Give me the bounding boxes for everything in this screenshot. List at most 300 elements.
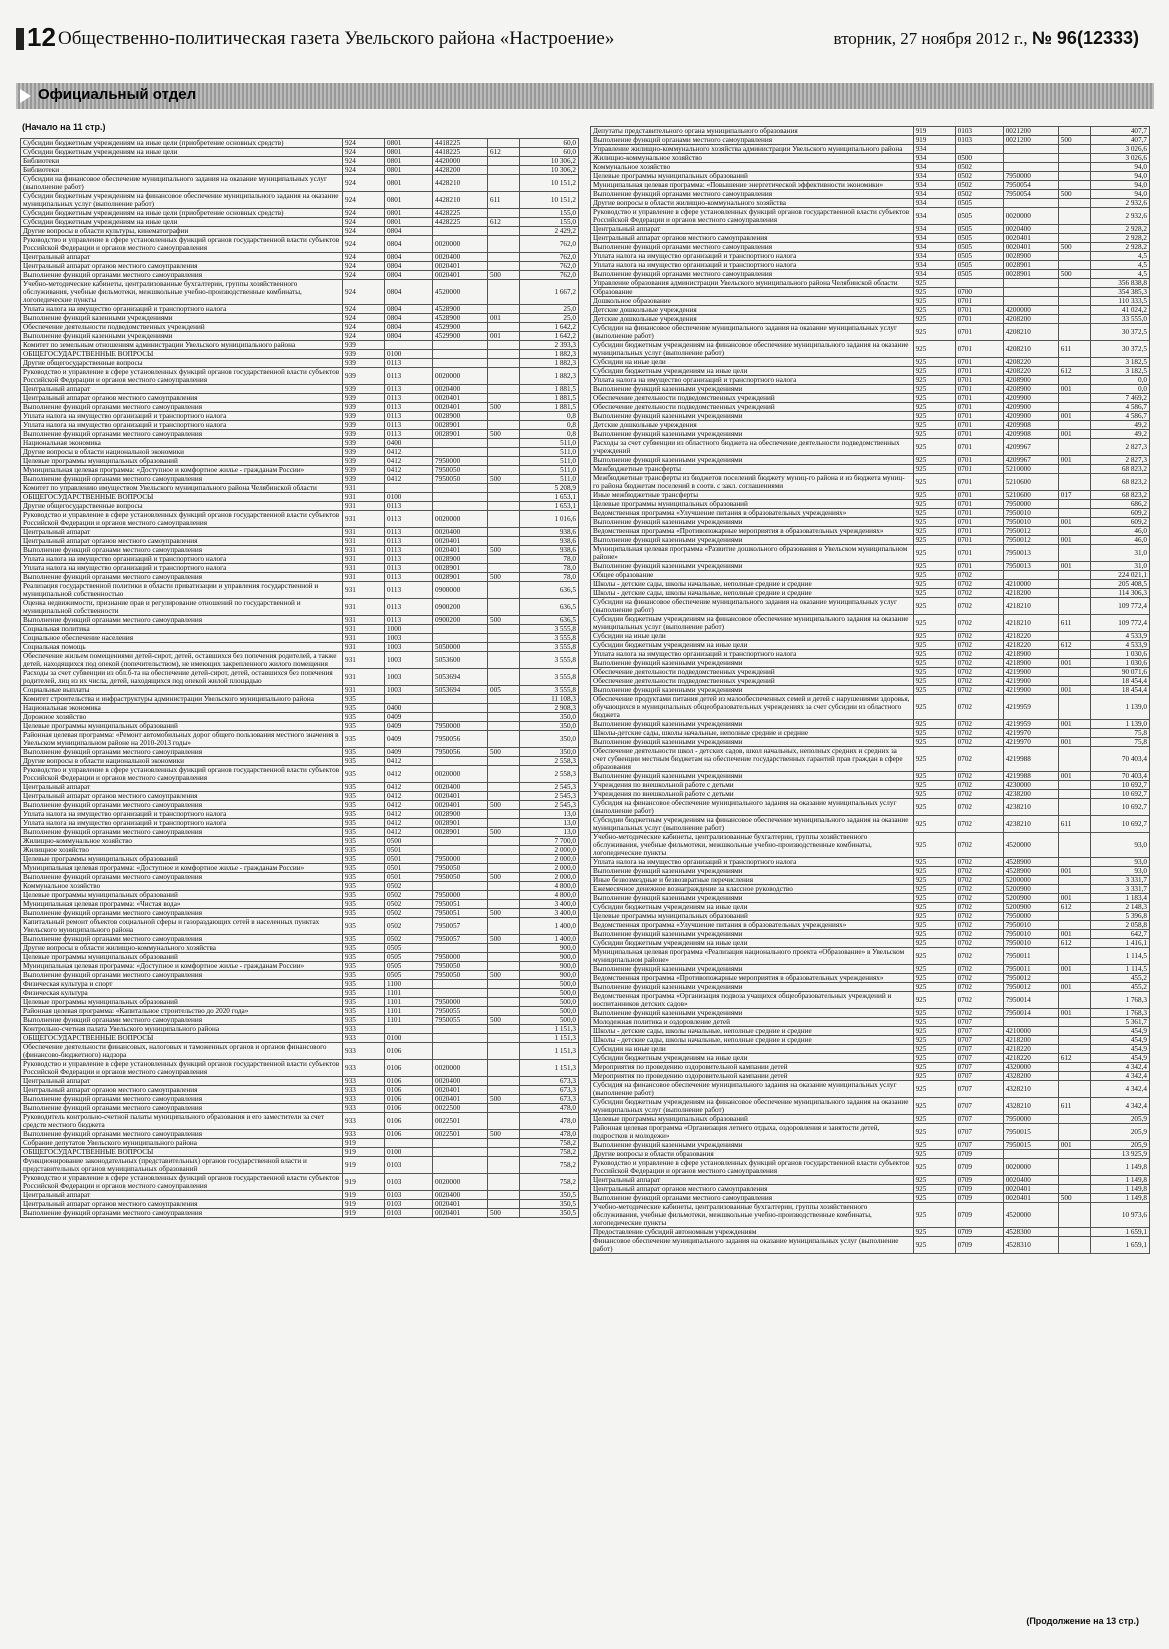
row-amount: 1 114,5 — [1090, 948, 1149, 965]
row-code: 1003 — [385, 669, 433, 686]
row-code: 935 — [343, 962, 385, 971]
row-amount: 762,0 — [520, 253, 579, 262]
row-code — [1058, 208, 1090, 225]
row-code: 0113 — [385, 394, 433, 403]
row-amount: 454,9 — [1090, 1045, 1149, 1054]
row-code: 935 — [343, 953, 385, 962]
row-code — [1058, 1027, 1090, 1036]
row-code: 925 — [913, 518, 955, 527]
row-amount: 1 882,3 — [520, 350, 579, 359]
row-code — [1058, 261, 1090, 270]
row-amount: 70 403,4 — [1090, 747, 1149, 772]
row-code — [1058, 324, 1090, 341]
row-code: 7950000 — [433, 855, 488, 864]
row-code: 0021200 — [1003, 136, 1058, 145]
row-amount: 10 306,2 — [520, 157, 579, 166]
row-label: Социальные выплаты — [21, 686, 343, 695]
row-code: 500 — [488, 616, 520, 625]
row-code — [488, 634, 520, 643]
row-amount: 356 838,8 — [1090, 279, 1149, 288]
table-row — [21, 502, 579, 511]
row-code — [488, 1139, 520, 1148]
row-amount: 407,7 — [1090, 127, 1149, 136]
row-code: 0702 — [955, 650, 1003, 659]
row-code — [488, 537, 520, 546]
row-code: 0702 — [955, 790, 1003, 799]
row-amount: 49,2 — [1090, 421, 1149, 430]
row-amount: 1 642,2 — [520, 323, 579, 332]
row-amount: 1 881,5 — [520, 403, 579, 412]
row-label: Жилищное хозяйство — [21, 846, 343, 855]
row-code: 0707 — [955, 1124, 1003, 1141]
row-amount: 673,3 — [520, 1077, 579, 1086]
row-code: 0505 — [955, 270, 1003, 279]
row-code — [1058, 1150, 1090, 1159]
row-amount: 5 208,9 — [520, 484, 579, 493]
row-code: 925 — [913, 536, 955, 545]
row-label: Обеспечение деятельности подведомственных учреждений — [591, 394, 914, 403]
row-code: 925 — [913, 833, 955, 858]
row-code: 935 — [343, 783, 385, 792]
row-amount: 1 768,3 — [1090, 1009, 1149, 1018]
row-label: Детские дошкольные учреждения — [591, 421, 914, 430]
row-amount: 1 416,1 — [1090, 939, 1149, 948]
row-label: Субсидии бюджетным учреждениям на иные цели — [21, 218, 343, 227]
row-code — [488, 953, 520, 962]
row-code — [488, 439, 520, 448]
table-row — [21, 944, 579, 953]
row-amount: 511,0 — [520, 466, 579, 475]
row-code: 0702 — [955, 615, 1003, 632]
row-label: Субсидии бюджетным учреждениям на иные цели (приобретение основных средств) — [21, 139, 343, 148]
row-code: 500 — [1058, 136, 1090, 145]
row-code: 4320000 — [1003, 1063, 1058, 1072]
table-row — [591, 154, 1150, 163]
table-row — [21, 998, 579, 1007]
row-code: 925 — [913, 965, 955, 974]
row-code: 925 — [913, 1098, 955, 1115]
table-row — [21, 314, 579, 323]
table-row — [591, 894, 1150, 903]
row-label: Руководство и управление в сфере установленных функций органов государственной власти субъектов Российской Федерации и органов местного самоуправления — [21, 1174, 343, 1191]
row-amount: 1 881,5 — [520, 385, 579, 394]
row-code: 7950054 — [1003, 181, 1058, 190]
row-code: 0020000 — [433, 1174, 488, 1191]
row-code: 934 — [913, 225, 955, 234]
row-code: 5200000 — [1003, 876, 1058, 885]
row-code: 935 — [343, 801, 385, 810]
row-code: 612 — [1058, 1054, 1090, 1063]
row-amount: 0,0 — [1090, 385, 1149, 394]
table-row — [591, 536, 1150, 545]
row-code: 924 — [343, 253, 385, 262]
row-amount: 3 555,8 — [520, 669, 579, 686]
row-code: 0113 — [385, 430, 433, 439]
table-row — [591, 983, 1150, 992]
row-code: 925 — [913, 1141, 955, 1150]
row-code: 0801 — [385, 157, 433, 166]
row-code: 4328210 — [1003, 1098, 1058, 1115]
row-code: 925 — [913, 930, 955, 939]
table-row — [21, 1174, 579, 1191]
row-code: 0701 — [955, 562, 1003, 571]
row-code: 925 — [913, 324, 955, 341]
row-code — [1003, 288, 1058, 297]
table-row — [21, 1025, 579, 1034]
row-label: Дошкольное образование — [591, 297, 914, 306]
row-label: Субсидии бюджетным учреждениям на финансовое обеспечение муниципального задания на оказание муниципальных услуг (выполнение работ) — [591, 1098, 914, 1115]
row-code — [1003, 1018, 1058, 1027]
row-code: 0702 — [955, 930, 1003, 939]
row-code: 925 — [913, 1194, 955, 1203]
row-code: 0028901 — [1003, 270, 1058, 279]
table-row — [21, 332, 579, 341]
row-code: 5053694 — [433, 669, 488, 686]
row-amount: 60,0 — [520, 139, 579, 148]
row-code: 0113 — [385, 582, 433, 599]
row-code: 935 — [343, 918, 385, 935]
row-code: 0707 — [955, 1063, 1003, 1072]
table-row — [591, 1115, 1150, 1124]
table-row — [591, 562, 1150, 571]
row-label: Выполнение функций органами местного самоуправления — [591, 136, 914, 145]
row-code: 924 — [343, 148, 385, 157]
table-row — [21, 546, 579, 555]
row-amount: 4,5 — [1090, 261, 1149, 270]
table-row — [591, 1124, 1150, 1141]
table-row — [591, 641, 1150, 650]
row-code: 0709 — [955, 1176, 1003, 1185]
row-code — [1058, 833, 1090, 858]
row-code: 925 — [913, 974, 955, 983]
row-code — [488, 962, 520, 971]
row-label: Уплата налога на имущество организаций и транспортного налога — [21, 564, 343, 573]
row-amount: 10 151,2 — [520, 192, 579, 209]
table-row — [21, 704, 579, 713]
row-label: Уплата налога на имущество организаций и транспортного налога — [591, 858, 914, 867]
row-label: Комитет по управлению имуществом Увельского муниципального района Челябинской области — [21, 484, 343, 493]
row-code: 4219988 — [1003, 747, 1058, 772]
row-label: Иные безвозмездные и безвозвратные перечисления — [591, 876, 914, 885]
table-row — [21, 801, 579, 810]
row-amount: 3 182,5 — [1090, 358, 1149, 367]
row-code — [433, 1139, 488, 1148]
row-amount: 1 149,8 — [1090, 1176, 1149, 1185]
row-amount: 114 306,3 — [1090, 589, 1149, 598]
row-code — [488, 695, 520, 704]
row-code: 7950056 — [433, 748, 488, 757]
row-code — [1058, 358, 1090, 367]
row-label: Обеспечение жильем помещениями детей-сирот, детей, оставшихся без попечения родителей, а также детей, находящихся под опекой (попечительством), не имеющих закрепленного жилого помещения — [21, 652, 343, 669]
row-code: 925 — [913, 1159, 955, 1176]
row-code: 7950010 — [1003, 930, 1058, 939]
row-label: Руководство и управление в сфере установленных функций органов государственной власти субъектов Российской Федерации и органов местного самоуправления — [21, 766, 343, 783]
table-row — [591, 1237, 1150, 1254]
row-code: 612 — [1058, 903, 1090, 912]
table-row — [591, 876, 1150, 885]
table-row — [21, 1139, 579, 1148]
row-amount: 4,5 — [1090, 270, 1149, 279]
row-amount: 455,2 — [1090, 983, 1149, 992]
row-code: 4208900 — [1003, 385, 1058, 394]
row-code: 0113 — [385, 573, 433, 582]
row-label: Центральный аппарат — [21, 1077, 343, 1086]
row-label: Другие общегосударственные вопросы — [21, 359, 343, 368]
row-code — [1058, 154, 1090, 163]
table-row — [591, 518, 1150, 527]
row-code: 4219900 — [1003, 686, 1058, 695]
table-row — [591, 1063, 1150, 1072]
row-code: 7950010 — [1003, 509, 1058, 518]
row-code: 935 — [343, 757, 385, 766]
row-code — [488, 323, 520, 332]
row-amount: 2 928,2 — [1090, 225, 1149, 234]
table-row — [591, 190, 1150, 199]
row-code: 931 — [343, 616, 385, 625]
row-code — [433, 625, 488, 634]
row-code — [488, 625, 520, 634]
row-code: 0702 — [955, 876, 1003, 885]
row-code: 0707 — [955, 1115, 1003, 1124]
row-code: 935 — [343, 748, 385, 757]
row-code — [488, 368, 520, 385]
row-label: Выполнение функций органами местного самоуправления — [21, 271, 343, 280]
table-row — [21, 573, 579, 582]
row-amount: 4 800,0 — [520, 882, 579, 891]
row-amount: 31,0 — [1090, 562, 1149, 571]
row-code — [433, 980, 488, 989]
row-code: 924 — [343, 280, 385, 305]
row-code: 925 — [913, 799, 955, 816]
row-code: 931 — [343, 502, 385, 511]
row-amount: 1 882,3 — [520, 368, 579, 385]
row-amount: 1 151,3 — [520, 1034, 579, 1043]
row-code: 0028901 — [433, 828, 488, 837]
row-amount: 2 058,8 — [1090, 921, 1149, 930]
row-amount: 673,3 — [520, 1095, 579, 1104]
row-code: 0701 — [955, 545, 1003, 562]
row-label: Руководство и управление в сфере установленных функций органов государственной власти субъектов Российской Федерации и органов местного самоуправления — [21, 368, 343, 385]
row-label: Ежемесячное денежное вознаграждение за классное руководство — [591, 885, 914, 894]
row-label: Комитет строительства и инфраструктуры администрации Увельского муниципального района — [21, 695, 343, 704]
table-row — [21, 1209, 579, 1218]
row-amount: 454,9 — [1090, 1036, 1149, 1045]
table-row — [21, 695, 579, 704]
table-row — [591, 974, 1150, 983]
row-code: 925 — [913, 367, 955, 376]
row-amount: 2 932,6 — [1090, 199, 1149, 208]
row-code — [955, 279, 1003, 288]
row-amount: 938,6 — [520, 546, 579, 555]
row-code: 0028901 — [433, 573, 488, 582]
row-code: 925 — [913, 903, 955, 912]
row-code — [1003, 154, 1058, 163]
row-code: 1101 — [385, 1007, 433, 1016]
row-code — [488, 448, 520, 457]
table-row — [21, 192, 579, 209]
row-code — [488, 1148, 520, 1157]
row-code: 925 — [913, 772, 955, 781]
row-code — [488, 792, 520, 801]
table-row — [591, 686, 1150, 695]
row-label: Другие вопросы в области национальной экономики — [21, 757, 343, 766]
row-code: 939 — [343, 368, 385, 385]
row-label: Социальное обеспечение населения — [21, 634, 343, 643]
table-row — [591, 668, 1150, 677]
row-code: 925 — [913, 641, 955, 650]
row-code: 0701 — [955, 491, 1003, 500]
row-label: Библиотеки — [21, 157, 343, 166]
table-row — [21, 403, 579, 412]
row-code — [488, 1034, 520, 1043]
row-code: 0505 — [955, 199, 1003, 208]
table-row — [21, 971, 579, 980]
row-label: Субсидии бюджетным учреждениям на иные цели (приобретение основных средств) — [21, 209, 343, 218]
row-amount: 500,0 — [520, 989, 579, 998]
row-label: Центральный аппарат органов местного самоуправления — [591, 1185, 914, 1194]
row-code: 4528900 — [433, 314, 488, 323]
row-label: Субсидии на иные цели — [591, 632, 914, 641]
table-row — [591, 1027, 1150, 1036]
row-amount: 1 653,1 — [520, 502, 579, 511]
row-code: 001 — [1058, 385, 1090, 394]
table-row — [21, 218, 579, 227]
row-code: 925 — [913, 659, 955, 668]
row-code: 0020400 — [433, 1077, 488, 1086]
table-row — [591, 306, 1150, 315]
row-code: 925 — [913, 598, 955, 615]
row-code: 935 — [343, 713, 385, 722]
table-row — [21, 783, 579, 792]
row-amount: 68 823,2 — [1090, 465, 1149, 474]
table-row — [591, 833, 1150, 858]
row-amount: 478,0 — [520, 1104, 579, 1113]
row-amount: 205 408,5 — [1090, 580, 1149, 589]
row-code: 0502 — [955, 190, 1003, 199]
row-amount: 4 342,4 — [1090, 1081, 1149, 1098]
row-label: Районная целевая программа: «Капитальное строительство до 2020 года» — [21, 1007, 343, 1016]
row-code: 925 — [913, 500, 955, 509]
table-row — [591, 747, 1150, 772]
row-label: Центральный аппарат — [591, 1176, 914, 1185]
table-row — [591, 163, 1150, 172]
row-label: Выполнение функций казенными учреждениями — [591, 894, 914, 903]
row-code — [433, 341, 488, 350]
table-row — [591, 992, 1150, 1009]
row-code — [488, 412, 520, 421]
row-label: Руководство и управление в сфере установленных функций органов государственной власти субъектов Российской Федерации и органов местного самоуправления — [21, 1060, 343, 1077]
table-row — [21, 900, 579, 909]
row-code: 931 — [343, 528, 385, 537]
table-row — [21, 148, 579, 157]
row-amount: 758,2 — [520, 1174, 579, 1191]
row-code: 925 — [913, 1072, 955, 1081]
row-code: 935 — [343, 971, 385, 980]
row-code: 0020401 — [433, 271, 488, 280]
row-code: 925 — [913, 939, 955, 948]
row-code — [488, 891, 520, 900]
row-code: 0502 — [385, 882, 433, 891]
row-code — [433, 359, 488, 368]
row-label: Субсидии бюджетным учреждениям на иные цели — [591, 903, 914, 912]
row-code: 7950010 — [1003, 921, 1058, 930]
row-code: 0709 — [955, 1203, 1003, 1228]
row-code: 924 — [343, 305, 385, 314]
row-code: 0702 — [955, 738, 1003, 747]
row-label: Выполнение функций органами местного самоуправления — [21, 801, 343, 810]
row-code — [1058, 858, 1090, 867]
row-code — [488, 855, 520, 864]
row-amount: 636,5 — [520, 599, 579, 616]
row-label: ОБЩЕГОСУДАРСТВЕННЫЕ ВОПРОСЫ — [21, 1148, 343, 1157]
row-code — [488, 350, 520, 359]
row-code: 931 — [343, 537, 385, 546]
row-code — [1003, 279, 1058, 288]
table-row — [591, 772, 1150, 781]
row-code: 0804 — [385, 323, 433, 332]
row-code — [488, 669, 520, 686]
row-code: 0701 — [955, 412, 1003, 421]
row-code: 0020000 — [1003, 208, 1058, 225]
row-code: 4528310 — [1003, 1237, 1058, 1254]
row-code: 500 — [1058, 243, 1090, 252]
row-amount: 41 024,2 — [1090, 306, 1149, 315]
row-code — [488, 998, 520, 1007]
row-code: 931 — [343, 555, 385, 564]
row-label: Выполнение функций органами местного самоуправления — [591, 270, 914, 279]
row-code — [1058, 1176, 1090, 1185]
row-code: 931 — [343, 582, 385, 599]
row-code: 4210000 — [1003, 1027, 1058, 1036]
row-label: Руководство и управление в сфере установленных функций органов государственной власти субъектов Российской Федерации и органов местного самоуправления — [21, 236, 343, 253]
row-code: 939 — [343, 448, 385, 457]
row-code: 0707 — [955, 1045, 1003, 1054]
row-code — [1058, 199, 1090, 208]
row-code: 7950000 — [1003, 912, 1058, 921]
row-label: Выполнение функций казенными учреждениями — [21, 332, 343, 341]
row-code — [1058, 668, 1090, 677]
row-code: 4219970 — [1003, 738, 1058, 747]
row-code: 4528900 — [1003, 867, 1058, 876]
row-label: Другие вопросы в области культуры, кинематографии — [21, 227, 343, 236]
row-amount: 7 469,2 — [1090, 394, 1149, 403]
row-amount: 350,0 — [520, 722, 579, 731]
row-code: 4218200 — [1003, 589, 1058, 598]
row-code: 7950011 — [1003, 948, 1058, 965]
row-code: 925 — [913, 983, 955, 992]
table-row — [591, 421, 1150, 430]
table-row — [21, 1104, 579, 1113]
row-label: Субсидии бюджетным учреждениям на иные цели — [591, 1054, 914, 1063]
row-label: Уплата налога на имущество организаций и транспортного налога — [21, 421, 343, 430]
row-code — [1058, 790, 1090, 799]
row-code: 0702 — [955, 885, 1003, 894]
row-amount: 3 331,7 — [1090, 876, 1149, 885]
row-code: 935 — [343, 810, 385, 819]
row-code: 935 — [343, 882, 385, 891]
row-code: 925 — [913, 527, 955, 536]
row-label: Целевые программы муниципальных образований — [21, 953, 343, 962]
row-code: 935 — [343, 766, 385, 783]
row-amount: 1 667,2 — [520, 280, 579, 305]
table-row — [21, 1157, 579, 1174]
row-label: Комитет по земельным отношениям администрации Увельского муниципального района — [21, 341, 343, 350]
row-label: Уплата налога на имущество организаций и транспортного налога — [591, 650, 914, 659]
row-code — [488, 175, 520, 192]
row-amount: 900,0 — [520, 953, 579, 962]
table-row — [21, 280, 579, 305]
row-code: 925 — [913, 571, 955, 580]
